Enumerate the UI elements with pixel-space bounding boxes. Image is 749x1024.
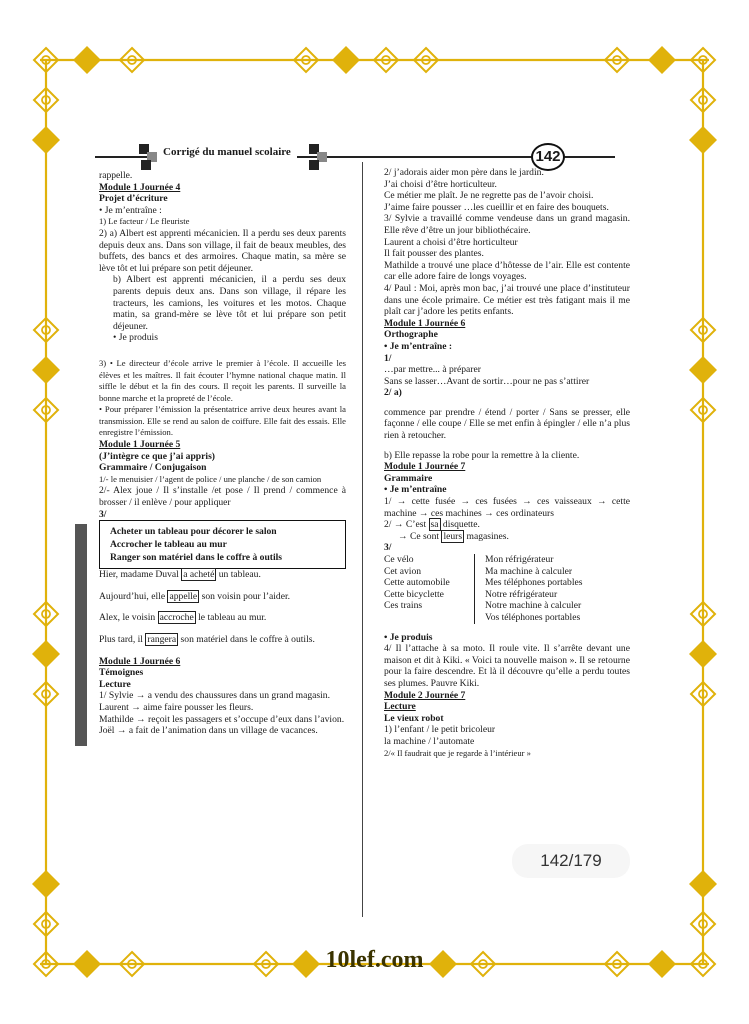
text-span: Alex, le voisin (99, 612, 158, 624)
text-span: son voisin pour l’aider. (199, 590, 291, 602)
column-divider (362, 162, 363, 917)
paragraph: 4/ Il l’attache à sa moto. Il roule vite. Il s’arrête devant une maison et dit à Kiki. « Voici ta nouvelle maison ». Il se retourne pour la faire descendre. Et là il découvre qu’elle a perdu toutes ses plumes. Pauvre Kiki. (384, 643, 630, 689)
site-watermark: 10lef.com (325, 947, 424, 973)
text-line: …par mettre... à préparer (384, 364, 481, 376)
text-span: un tableau. (216, 569, 261, 581)
boxed-verb: accroche (159, 612, 194, 624)
text-span: le tableau au mur. (195, 612, 267, 624)
text-line: Laurent a choisi d’être horticulteur (384, 236, 518, 248)
text-span: 2/ → C’est (384, 519, 429, 531)
header-square-icon (141, 160, 151, 170)
page-count-badge: 142/179 (512, 844, 630, 878)
sentences (99, 569, 346, 645)
text-span: son matériel dans le coffre à outils. (178, 634, 315, 645)
table-cell: Vos téléphones portables (485, 611, 581, 623)
subheading: Témoignes (99, 667, 144, 679)
text-line: 1) Le facteur / Le fleuriste (99, 216, 190, 227)
paragraph: commence par prendre / étend / porter / Sans se presser, elle façonne / elle coupe / Elle se met enfin à épingler / elle n’a plus rien à retoucher. (384, 406, 630, 442)
text-line: 2/ a) (384, 387, 402, 399)
text-line: 3/ (384, 542, 392, 554)
section-heading: Module 1 Journée 5 (99, 439, 181, 451)
table-cell: Ce vélo (384, 554, 414, 565)
paragraph: Mathilde a trouvé une place d’hôtesse de l’air. Elle est contente car elle adore faire de longs voyages. (384, 259, 630, 283)
boxed-verb: appelle (169, 590, 198, 602)
text-line: la machine / l’automate (384, 735, 475, 747)
boxed-word: leurs (443, 530, 463, 542)
text-line: • Je produis (113, 332, 158, 344)
subheading: Projet d’écriture (99, 193, 168, 205)
table-cell: Mon réfrigérateur (485, 554, 554, 565)
subheading: Grammaire (384, 472, 433, 484)
subheading: (J’intègre ce que j’ai appris) (99, 450, 215, 462)
paragraph: 4/ Paul : Moi, après mon bac, j’ai trouvé une place d’instituteur dans une école primaire. Ce métier est très fatigant mais il me plaît car j’adore les petits enfants. (384, 282, 630, 318)
table-cell: Cette bicyclette (384, 588, 444, 600)
right-column (384, 167, 630, 759)
match-table (384, 554, 630, 624)
text-line: • Je produis (384, 631, 433, 643)
text-line: b) Elle repasse la robe pour la remettre à la cliente. (384, 449, 580, 461)
table-cell: Mes téléphones portables (485, 577, 583, 589)
margin-bar (75, 524, 87, 746)
text-span: Aujourd’hui, elle (99, 590, 168, 602)
table-cell: Notre réfrigérateur (485, 588, 558, 600)
boxed-verb: a acheté (183, 569, 215, 581)
paragraph: Ce métier me plaît. Je ne regrette pas de l’avoir choisi. (384, 190, 594, 202)
box-line: Ranger son matériel dans le coffre à outils (110, 552, 283, 564)
table-cell: Cet avion (384, 565, 422, 577)
section-heading: Module 1 Journée 4 (99, 181, 181, 193)
text-span: Hier, madame Duval (99, 569, 182, 581)
paragraph: Joël → a fait de l’animation dans un village de vacances. (99, 725, 318, 737)
left-column (99, 170, 346, 737)
text-line: Sans se lasser…Avant de sortir…pour ne pas s’attirer (384, 375, 590, 387)
framed-box (99, 520, 346, 569)
paragraph: 1/ → cette fusée → ces fusées → ces vaisseaux → cette machine → ces machines → ces ordinateurs (384, 496, 630, 519)
text-line: • Je m’entraîne (384, 484, 447, 496)
page-number: 142 (531, 143, 565, 171)
subheading: Lecture (99, 678, 131, 690)
subheading: Grammaire / Conjugaison (99, 462, 207, 474)
text-line: J’ai choisi d’être horticulteur. (384, 178, 497, 190)
box-line: Acheter un tableau pour décorer le salon (110, 526, 277, 538)
text-line: 1) l’enfant / le petit bricoleur (384, 724, 496, 736)
text-line: 1/ (384, 352, 392, 364)
section-heading: Module 1 Journée 6 (384, 317, 466, 329)
paragraph: 2/- Alex joue / Il s’installe /et pose / Il prend / commence à brosser / il enlève / pour appliquer (99, 485, 346, 509)
paragraph: b) Albert est apprenti mécanicien, il a perdu ses deux parents depuis deux ans. Dans son village, il répare les tracteurs, les camions, les voitures et les motos. Chaque matin, sa grand-mère se lève tôt et lui prépare son petit déjeuner. (113, 274, 346, 332)
table-cell: Cette automobile (384, 577, 450, 589)
text-line: 2/ j’adorais aider mon père dans le jardin. (384, 167, 544, 178)
paragraph: Mathilde → reçoit les passagers et s’occupe d’eux dans l’avion. (99, 713, 345, 725)
header-square-icon (309, 160, 319, 170)
paragraph: 2) a) Albert est apprenti mécanicien. Il a perdu ses deux parents depuis deux ans. Dans son village, il fait de beaux meubles, des buffets, des bancs et des armoires. Chaque matin, sa mère se lève tôt et lui prépare son petit déjeuner. (99, 227, 346, 274)
table-cell: Ces trains (384, 600, 423, 612)
paragraph: 1/ Sylvie → a vendu des chaussures dans un grand magasin. (99, 690, 331, 702)
boxed-word: sa (430, 519, 439, 531)
text-line: • Je m’entraîne : (384, 340, 453, 352)
subheading: Lecture (384, 701, 416, 713)
text-line: 2/« Il faudrait que je regarde à l’intérieur » (384, 747, 531, 758)
text-line: Laurent → aime faire pousser les fleurs. (99, 701, 254, 713)
section-heading: Module 1 Journée 7 (384, 461, 466, 473)
text-line: 3/ (99, 508, 107, 520)
text-line: 1/- le menuisier / l’agent de police / une planche / de son camion (99, 473, 322, 484)
text-span: magasines. (464, 530, 509, 542)
boxed-verb: rangera (147, 634, 177, 645)
text-line: • Je m’entraîne : (99, 204, 162, 216)
section-heading: Module 2 Journée 7 (384, 689, 466, 701)
text-span: disquette. (440, 519, 480, 531)
text-span: Plus tard, il (99, 634, 146, 645)
table-cell: Notre machine à calculer (485, 600, 582, 612)
box-line: Accrocher le tableau au mur (110, 539, 227, 551)
subheading: Le vieux robot (384, 712, 444, 724)
paragraph: • Pour préparer l’émission la présentatrice arrive deux heures avant la transmission. Elle se rend au salon de coiffure. Elle fait des essais. Elle enregistre l’émission. (99, 404, 346, 438)
paragraph: 3/ Sylvie a travaillé comme vendeuse dans un grand magasin. Elle rêve d’être un jour bibliothécaire. (384, 213, 630, 236)
text-span: → Ce sont (398, 530, 442, 542)
header-title: Corrigé du manuel scolaire (157, 146, 297, 158)
section-heading: Module 1 Journée 6 (99, 655, 181, 667)
subheading: Orthographe (384, 329, 438, 341)
table-cell: Ma machine à calculer (485, 565, 573, 577)
paragraph: J’aime faire pousser …les cueillir et en faire des bouquets. (384, 201, 609, 213)
text-line: rappelle. (99, 170, 133, 181)
text-line: Il fait pousser des plantes. (384, 248, 484, 260)
paragraph: 3) • Le directeur d’école arrive le premier à l’école. Il accueille les élèves et les maîtres. Il fait écouter l’hymne national chaque matin. Il siffle le début et la fin des cours. Il reçoit les parents. Il surveille la bonne marche et la propreté de l’école. (99, 357, 346, 403)
